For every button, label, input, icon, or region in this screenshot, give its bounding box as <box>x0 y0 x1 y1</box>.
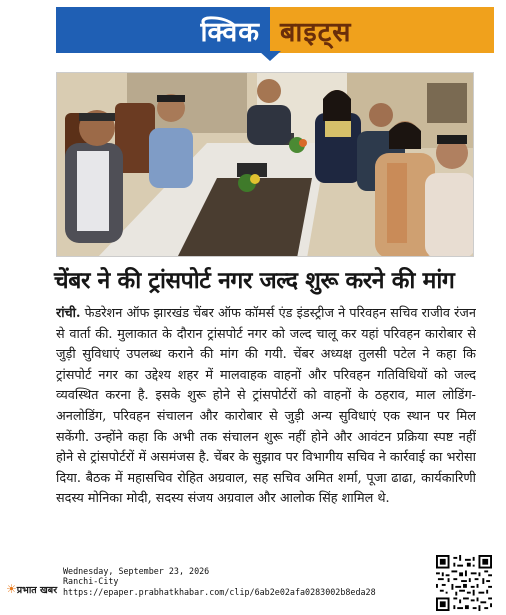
banner-notch <box>259 51 281 61</box>
clip-date: Wednesday, September 23, 2026 <box>63 566 210 576</box>
sun-icon: ☀ <box>6 582 17 596</box>
article-headline: चेंबर ने की ट्रांसपोर्ट नगर जल्द शुरू करने की मांग <box>54 268 455 294</box>
newspaper-logo <box>6 582 57 596</box>
article-body-text: फेडरेशन ऑफ झारखंड चेंबर ऑफ कॉमर्स एंड इंडस्ट्रीज ने परिवहन सचिव राजीव रंजन से वार्ता की. मुलाकात के दौरान ट्रांसपोर्ट नगर को जल्द चालू कर यहां परिवहन कारोबार से जुड़ी सुविधाएं उपलब्ध कराने की मांग की गयी. चेंबर अध्यक्ष तुलसी पटेल ने कहा कि ट्रांसपोर्ट नगर का उद्देश्य शहर में मालवाहक वाहनों और परिवहन गतिविधियों को जल्द व्यवस्थित करना है. इसके शुरू होने से ट्रांसपोर्टरों को वाहनों के ठहराव, माल लोडिंग-अनलोडिंग, परिवहन संचालन और कारोबार से जुड़ी अन्य सुविधाएं एक स्थान पर मिल सकेंगी. उन्होंने कहा कि अभी तक संचालन शुरू नहीं होने और आवंटन प्रक्रिया स्पष्ट नहीं होने से ट्रांसपोर्टरों में असमंजस है. चेंबर के सुझाव पर विभागीय सचिव ने कार्रवाई का भरोसा दिया. बैठक में महासचिव रोहित अग्रवाल, सह सचिव अमित शर्मा, पूजा ढाढा, कार्यकारिणी सदस्य मोनिका मोदी, सदस्य संजय अग्रवाल और आलोक सिंह शामिल थे. <box>56 306 476 507</box>
clip-footer <box>0 552 506 615</box>
banner-left-text: क्विक <box>200 16 260 48</box>
news-clipping <box>6 4 500 552</box>
meeting-photo <box>56 72 474 257</box>
clip-meta <box>63 566 376 597</box>
banner-left <box>56 7 270 53</box>
banner-right <box>270 7 494 53</box>
logo-text: प्रभात खबर <box>16 585 58 596</box>
clip-url[interactable]: https://epaper.prabhatkhabar.com/clip/6ab2e02afa0283002b8eda28 <box>63 586 376 597</box>
article-body <box>56 304 476 552</box>
qr-code-icon <box>436 555 492 611</box>
section-banner <box>56 7 494 60</box>
article-dateline: रांची. <box>56 306 81 321</box>
banner-right-text: बाइट्स <box>280 16 352 48</box>
clip-edition: Ranchi-City <box>63 576 119 587</box>
